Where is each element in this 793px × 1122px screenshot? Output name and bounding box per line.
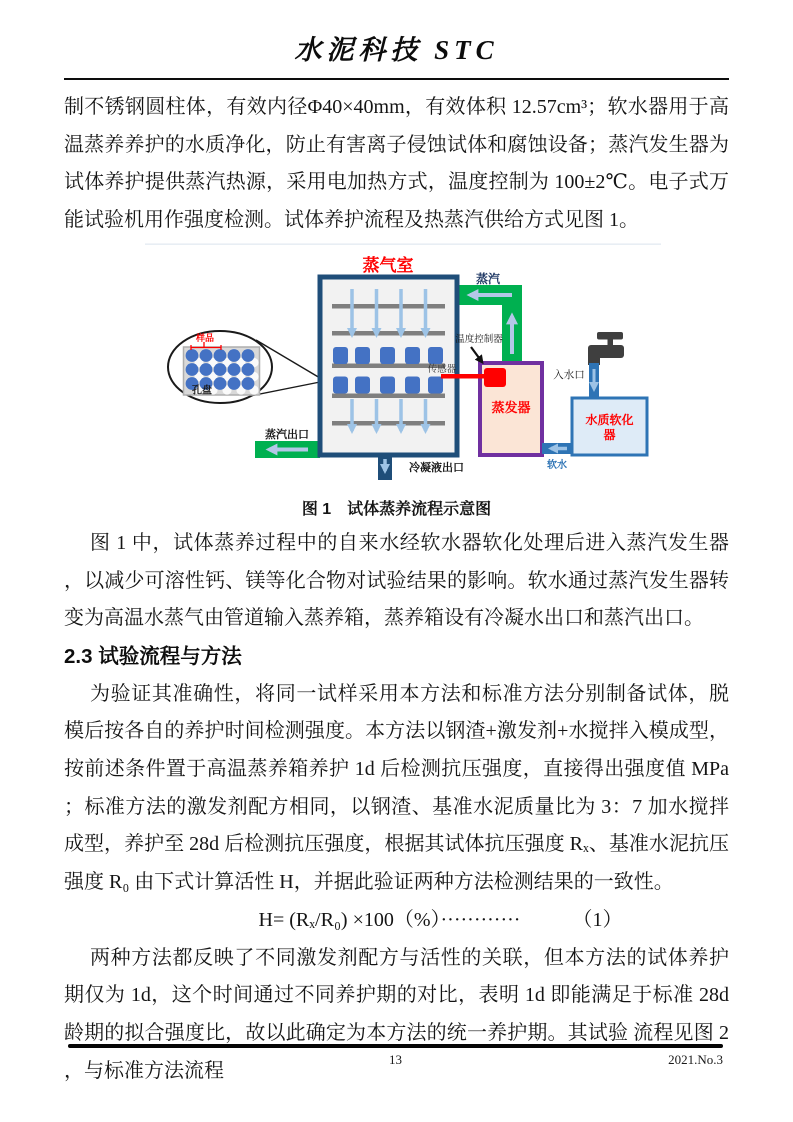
inlet-pipe	[589, 363, 599, 398]
faucet-icon	[588, 332, 624, 365]
label-water-inlet: 入水口	[553, 368, 585, 381]
label-steam-chamber: 蒸气室	[362, 255, 414, 275]
steam-supply-pipe	[457, 285, 522, 363]
figure-steam-curing-diagram	[145, 243, 661, 493]
journal-title: 水泥科技 STC	[294, 35, 499, 65]
condensate-pipe	[378, 455, 392, 480]
label-condensate-outlet: 冷凝液出口	[409, 461, 464, 474]
figure-top-edge	[145, 243, 661, 244]
label-water-softener-line1: 水质软化	[585, 412, 634, 427]
body-paragraph-4: 两种方法都反映了不同激发剂配方与活性的关联，但本方法的试体养护期仅为 1d，这个时间通过不同养护期的对比，表明 1d 即能满足于标准 28d 龄期的拟合强度比，故以此确定为本方法的统一养护期。其试验 流程见图 2，与标准方法流程	[64, 946, 729, 1082]
formula-line	[64, 902, 729, 940]
formula-expression: H= (Rₓ/R₀) ×100（%）············	[258, 908, 521, 931]
label-steam-outlet: 蒸汽出口	[265, 428, 309, 441]
body-paragraph-3: 为验证其准确性，将同一试样采用本方法和标准方法分别制备试体，脱模后按各自的养护时间检测强度。本方法以钢渣+激发剂+水搅拌入模成型，按前述条件置于高温蒸养箱养护 1d 后检测抗压强度，直接得出强度值 MPa；标准方法的激发剂配方相同，以钢渣、基准水泥质量比为 3：7 加水搅拌成型，养护至 28d 后检测抗压强度，根据其试体抗压强度 Rₓ、基准水泥抗压强度 R₀ 由下式计算活性 H，并据此验证两种方法检测结果的一致性。	[64, 682, 729, 894]
soft-water-pipe	[542, 443, 572, 454]
label-temp-controller: 温度控制器	[455, 333, 503, 345]
sample-dots	[186, 349, 255, 390]
label-water-softener-line2: 器	[603, 427, 616, 442]
page-content	[64, 89, 729, 1090]
label-hole-plate: 孔盘	[192, 385, 212, 397]
steam-outlet-pipe	[255, 441, 320, 458]
figure-caption: 图 1 试体蒸养流程示意图	[301, 500, 492, 518]
page-footer	[68, 1044, 723, 1068]
page-number: 13	[389, 1051, 402, 1067]
header-rule	[64, 78, 729, 80]
sensor-box	[484, 368, 506, 387]
magnifier-inset	[168, 331, 272, 403]
body-paragraph-2: 图 1 中，试体蒸养过程中的自来水经软水器软化处理后进入蒸汽发生器，以减少可溶性钙、镁等化合物对试验结果的影响。软水通过蒸汽发生器转变为高温水蒸气由管道输入蒸养箱，蒸养箱设有冷凝水出口和蒸汽出口。	[64, 531, 729, 630]
issue-label: 2021.No.3	[668, 1051, 723, 1067]
footer-rule	[68, 1044, 723, 1048]
formula-number: （1）	[572, 908, 623, 931]
label-steam: 蒸汽	[475, 271, 501, 286]
label-soft-water: 软水	[547, 459, 567, 471]
label-sample: 样品	[195, 332, 215, 343]
label-sensor: 传感器	[427, 363, 457, 375]
label-evaporator: 蒸发器	[491, 399, 531, 415]
body-paragraph-1: 制不锈钢圆柱体，有效内径Φ40×40mm，有效体积 12.57cm³；软水器用于高温蒸养养护的水质净化，防止有害离子侵蚀试体和腐蚀设备；蒸汽发生器为试体养护提供蒸汽热源，采用电加热方式，温度控制为 100±2℃。电子式万能试验机用作强度检测。试体养护流程及热蒸汽供给方式见图 1。	[64, 96, 729, 232]
temp-controller-pointer-arrow	[471, 347, 482, 362]
section-heading: 2.3 试验流程与方法	[64, 644, 242, 668]
page-header	[64, 0, 729, 80]
